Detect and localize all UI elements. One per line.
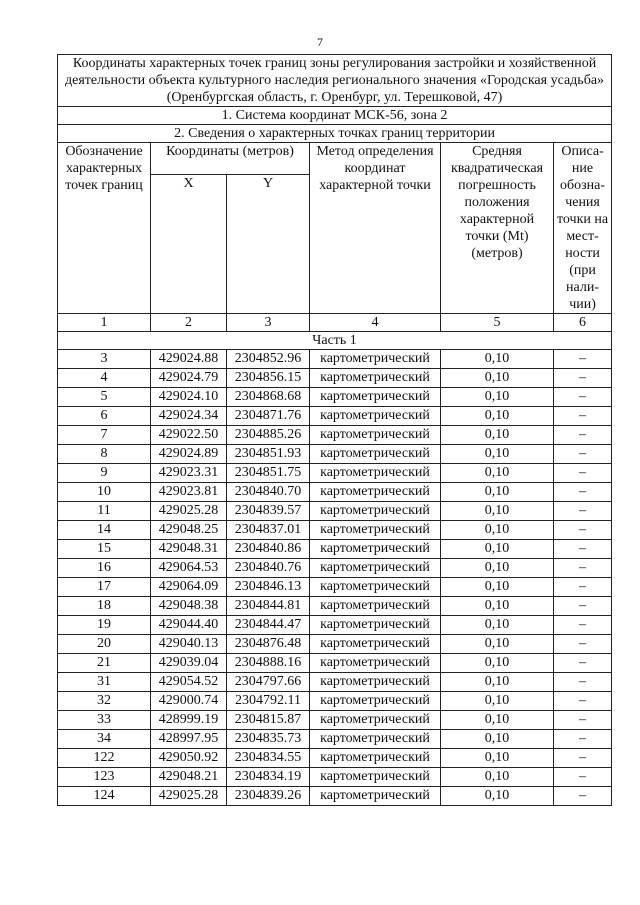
y-coordinate-cell: 2304839.57 <box>227 502 310 521</box>
method-cell: картометрический <box>310 597 441 616</box>
x-coordinate-cell: 429024.10 <box>151 388 227 407</box>
accuracy-cell: 0,10 <box>441 388 554 407</box>
column-numbers-row <box>58 314 612 332</box>
method-cell: картометрический <box>310 388 441 407</box>
x-coordinate-cell: 429048.21 <box>151 768 227 787</box>
table-row <box>58 502 612 521</box>
table-row <box>58 407 612 426</box>
description-cell: – <box>554 502 612 521</box>
method-cell: картометрический <box>310 635 441 654</box>
boundary-points-heading: 2. Сведения о характерных точках границ территории <box>58 125 612 143</box>
part-label: Часть 1 <box>58 332 612 350</box>
column-number: 5 <box>441 314 554 332</box>
table-row <box>58 749 612 768</box>
table-row <box>58 350 612 369</box>
table-row <box>58 711 612 730</box>
method-cell: картометрический <box>310 483 441 502</box>
point-id-cell: 16 <box>58 559 151 578</box>
table-row <box>58 388 612 407</box>
header-x: X <box>151 175 227 314</box>
table-row <box>58 692 612 711</box>
coordinates-table <box>57 54 612 806</box>
description-cell: – <box>554 635 612 654</box>
accuracy-cell: 0,10 <box>441 521 554 540</box>
method-cell: картометрический <box>310 711 441 730</box>
x-coordinate-cell: 429050.92 <box>151 749 227 768</box>
accuracy-cell: 0,10 <box>441 616 554 635</box>
point-id-cell: 17 <box>58 578 151 597</box>
table-row <box>58 559 612 578</box>
table-title: Координаты характерных точек границ зоны регулирования застройки и хозяйственной деятельности объекта культурного наследия регионального значения «Городская усадьба» (Оренбургская область, г. Оренбург, ул. Терешковой, 47) <box>58 55 612 107</box>
accuracy-cell: 0,10 <box>441 654 554 673</box>
point-id-cell: 11 <box>58 502 151 521</box>
point-id-cell: 123 <box>58 768 151 787</box>
description-cell: – <box>554 749 612 768</box>
point-id-cell: 31 <box>58 673 151 692</box>
x-coordinate-cell: 428999.19 <box>151 711 227 730</box>
table-row <box>58 673 612 692</box>
description-cell: – <box>554 426 612 445</box>
y-coordinate-cell: 2304876.48 <box>227 635 310 654</box>
point-id-cell: 19 <box>58 616 151 635</box>
method-cell: картометрический <box>310 654 441 673</box>
x-coordinate-cell: 429054.52 <box>151 673 227 692</box>
x-coordinate-cell: 429048.31 <box>151 540 227 559</box>
point-id-cell: 7 <box>58 426 151 445</box>
description-cell: – <box>554 445 612 464</box>
x-coordinate-cell: 429024.34 <box>151 407 227 426</box>
method-cell: картометрический <box>310 350 441 369</box>
description-cell: – <box>554 730 612 749</box>
accuracy-cell: 0,10 <box>441 483 554 502</box>
y-coordinate-cell: 2304792.11 <box>227 692 310 711</box>
method-cell: картометрический <box>310 426 441 445</box>
x-coordinate-cell: 429048.25 <box>151 521 227 540</box>
point-id-cell: 6 <box>58 407 151 426</box>
table-row <box>58 578 612 597</box>
x-coordinate-cell: 429044.40 <box>151 616 227 635</box>
description-cell: – <box>554 407 612 426</box>
accuracy-cell: 0,10 <box>441 711 554 730</box>
description-cell: – <box>554 540 612 559</box>
x-coordinate-cell: 429064.09 <box>151 578 227 597</box>
header-coordinates: Координаты (метров) <box>151 143 310 175</box>
method-cell: картометрический <box>310 464 441 483</box>
point-id-cell: 122 <box>58 749 151 768</box>
description-cell: – <box>554 673 612 692</box>
accuracy-cell: 0,10 <box>441 426 554 445</box>
point-id-cell: 32 <box>58 692 151 711</box>
y-coordinate-cell: 2304840.70 <box>227 483 310 502</box>
accuracy-cell: 0,10 <box>441 597 554 616</box>
x-coordinate-cell: 429040.13 <box>151 635 227 654</box>
method-cell: картометрический <box>310 616 441 635</box>
y-coordinate-cell: 2304871.76 <box>227 407 310 426</box>
y-coordinate-cell: 2304868.68 <box>227 388 310 407</box>
x-coordinate-cell: 428997.95 <box>151 730 227 749</box>
accuracy-cell: 0,10 <box>441 445 554 464</box>
y-coordinate-cell: 2304815.87 <box>227 711 310 730</box>
description-cell: – <box>554 616 612 635</box>
method-cell: картометрический <box>310 407 441 426</box>
description-cell: – <box>554 768 612 787</box>
header-y: Y <box>227 175 310 314</box>
method-cell: картометрический <box>310 502 441 521</box>
column-number: 6 <box>554 314 612 332</box>
header-description: Описа-ние обозна-чения точки на мест-ности (при нали-чии) <box>554 143 612 314</box>
description-cell: – <box>554 787 612 806</box>
accuracy-cell: 0,10 <box>441 673 554 692</box>
description-cell: – <box>554 464 612 483</box>
accuracy-cell: 0,10 <box>441 502 554 521</box>
accuracy-cell: 0,10 <box>441 730 554 749</box>
y-coordinate-cell: 2304837.01 <box>227 521 310 540</box>
point-id-cell: 18 <box>58 597 151 616</box>
x-coordinate-cell: 429064.53 <box>151 559 227 578</box>
description-cell: – <box>554 559 612 578</box>
x-coordinate-cell: 429023.81 <box>151 483 227 502</box>
description-cell: – <box>554 388 612 407</box>
accuracy-cell: 0,10 <box>441 635 554 654</box>
point-id-cell: 34 <box>58 730 151 749</box>
table-row <box>58 635 612 654</box>
x-coordinate-cell: 429039.04 <box>151 654 227 673</box>
method-cell: картометрический <box>310 787 441 806</box>
y-coordinate-cell: 2304835.73 <box>227 730 310 749</box>
accuracy-cell: 0,10 <box>441 350 554 369</box>
y-coordinate-cell: 2304844.47 <box>227 616 310 635</box>
accuracy-cell: 0,10 <box>441 407 554 426</box>
accuracy-cell: 0,10 <box>441 768 554 787</box>
x-coordinate-cell: 429024.88 <box>151 350 227 369</box>
point-id-cell: 21 <box>58 654 151 673</box>
accuracy-cell: 0,10 <box>441 787 554 806</box>
table-row <box>58 369 612 388</box>
x-coordinate-cell: 429024.89 <box>151 445 227 464</box>
y-coordinate-cell: 2304834.55 <box>227 749 310 768</box>
method-cell: картометрический <box>310 768 441 787</box>
point-id-cell: 124 <box>58 787 151 806</box>
description-cell: – <box>554 597 612 616</box>
method-cell: картометрический <box>310 559 441 578</box>
y-coordinate-cell: 2304851.75 <box>227 464 310 483</box>
table-row <box>58 483 612 502</box>
column-number: 1 <box>58 314 151 332</box>
point-id-cell: 15 <box>58 540 151 559</box>
table-row <box>58 597 612 616</box>
point-id-cell: 3 <box>58 350 151 369</box>
table-row <box>58 521 612 540</box>
accuracy-cell: 0,10 <box>441 540 554 559</box>
table-row <box>58 540 612 559</box>
accuracy-cell: 0,10 <box>441 749 554 768</box>
method-cell: картометрический <box>310 692 441 711</box>
y-coordinate-cell: 2304840.76 <box>227 559 310 578</box>
table-row <box>58 426 612 445</box>
point-id-cell: 4 <box>58 369 151 388</box>
method-cell: картометрический <box>310 521 441 540</box>
point-id-cell: 33 <box>58 711 151 730</box>
x-coordinate-cell: 429025.28 <box>151 502 227 521</box>
y-coordinate-cell: 2304852.96 <box>227 350 310 369</box>
page-number: 7 <box>317 35 323 49</box>
x-coordinate-cell: 429024.79 <box>151 369 227 388</box>
table-row <box>58 654 612 673</box>
method-cell: картометрический <box>310 578 441 597</box>
point-id-cell: 10 <box>58 483 151 502</box>
header-method: Метод определения координат характерной точки <box>310 143 441 314</box>
method-cell: картометрический <box>310 369 441 388</box>
y-coordinate-cell: 2304844.81 <box>227 597 310 616</box>
table-row <box>58 730 612 749</box>
table-row <box>58 768 612 787</box>
y-coordinate-cell: 2304856.15 <box>227 369 310 388</box>
table-row <box>58 464 612 483</box>
y-coordinate-cell: 2304846.13 <box>227 578 310 597</box>
column-number: 2 <box>151 314 227 332</box>
y-coordinate-cell: 2304888.16 <box>227 654 310 673</box>
description-cell: – <box>554 350 612 369</box>
table-row <box>58 787 612 806</box>
table-row <box>58 445 612 464</box>
y-coordinate-cell: 2304839.26 <box>227 787 310 806</box>
description-cell: – <box>554 711 612 730</box>
y-coordinate-cell: 2304851.93 <box>227 445 310 464</box>
x-coordinate-cell: 429048.38 <box>151 597 227 616</box>
accuracy-cell: 0,10 <box>441 578 554 597</box>
accuracy-cell: 0,10 <box>441 692 554 711</box>
point-id-cell: 14 <box>58 521 151 540</box>
point-id-cell: 20 <box>58 635 151 654</box>
description-cell: – <box>554 369 612 388</box>
method-cell: картометрический <box>310 749 441 768</box>
y-coordinate-cell: 2304840.86 <box>227 540 310 559</box>
description-cell: – <box>554 578 612 597</box>
accuracy-cell: 0,10 <box>441 369 554 388</box>
description-cell: – <box>554 521 612 540</box>
accuracy-cell: 0,10 <box>441 464 554 483</box>
x-coordinate-cell: 429022.50 <box>151 426 227 445</box>
description-cell: – <box>554 692 612 711</box>
x-coordinate-cell: 429025.28 <box>151 787 227 806</box>
point-id-cell: 9 <box>58 464 151 483</box>
y-coordinate-cell: 2304885.26 <box>227 426 310 445</box>
accuracy-cell: 0,10 <box>441 559 554 578</box>
y-coordinate-cell: 2304797.66 <box>227 673 310 692</box>
y-coordinate-cell: 2304834.19 <box>227 768 310 787</box>
method-cell: картометрический <box>310 730 441 749</box>
header-accuracy: Средняя квадратическая погрешность положения характерной точки (Mt) (метров) <box>441 143 554 314</box>
header-designation: Обозначение характерных точек границ <box>58 143 151 314</box>
description-cell: – <box>554 483 612 502</box>
method-cell: картометрический <box>310 673 441 692</box>
method-cell: картометрический <box>310 540 441 559</box>
column-number: 4 <box>310 314 441 332</box>
point-id-cell: 5 <box>58 388 151 407</box>
description-cell: – <box>554 654 612 673</box>
coordinate-system-heading: 1. Система координат МСК-56, зона 2 <box>58 107 612 125</box>
method-cell: картометрический <box>310 445 441 464</box>
x-coordinate-cell: 429000.74 <box>151 692 227 711</box>
point-id-cell: 8 <box>58 445 151 464</box>
table-row <box>58 616 612 635</box>
column-number: 3 <box>227 314 310 332</box>
x-coordinate-cell: 429023.31 <box>151 464 227 483</box>
